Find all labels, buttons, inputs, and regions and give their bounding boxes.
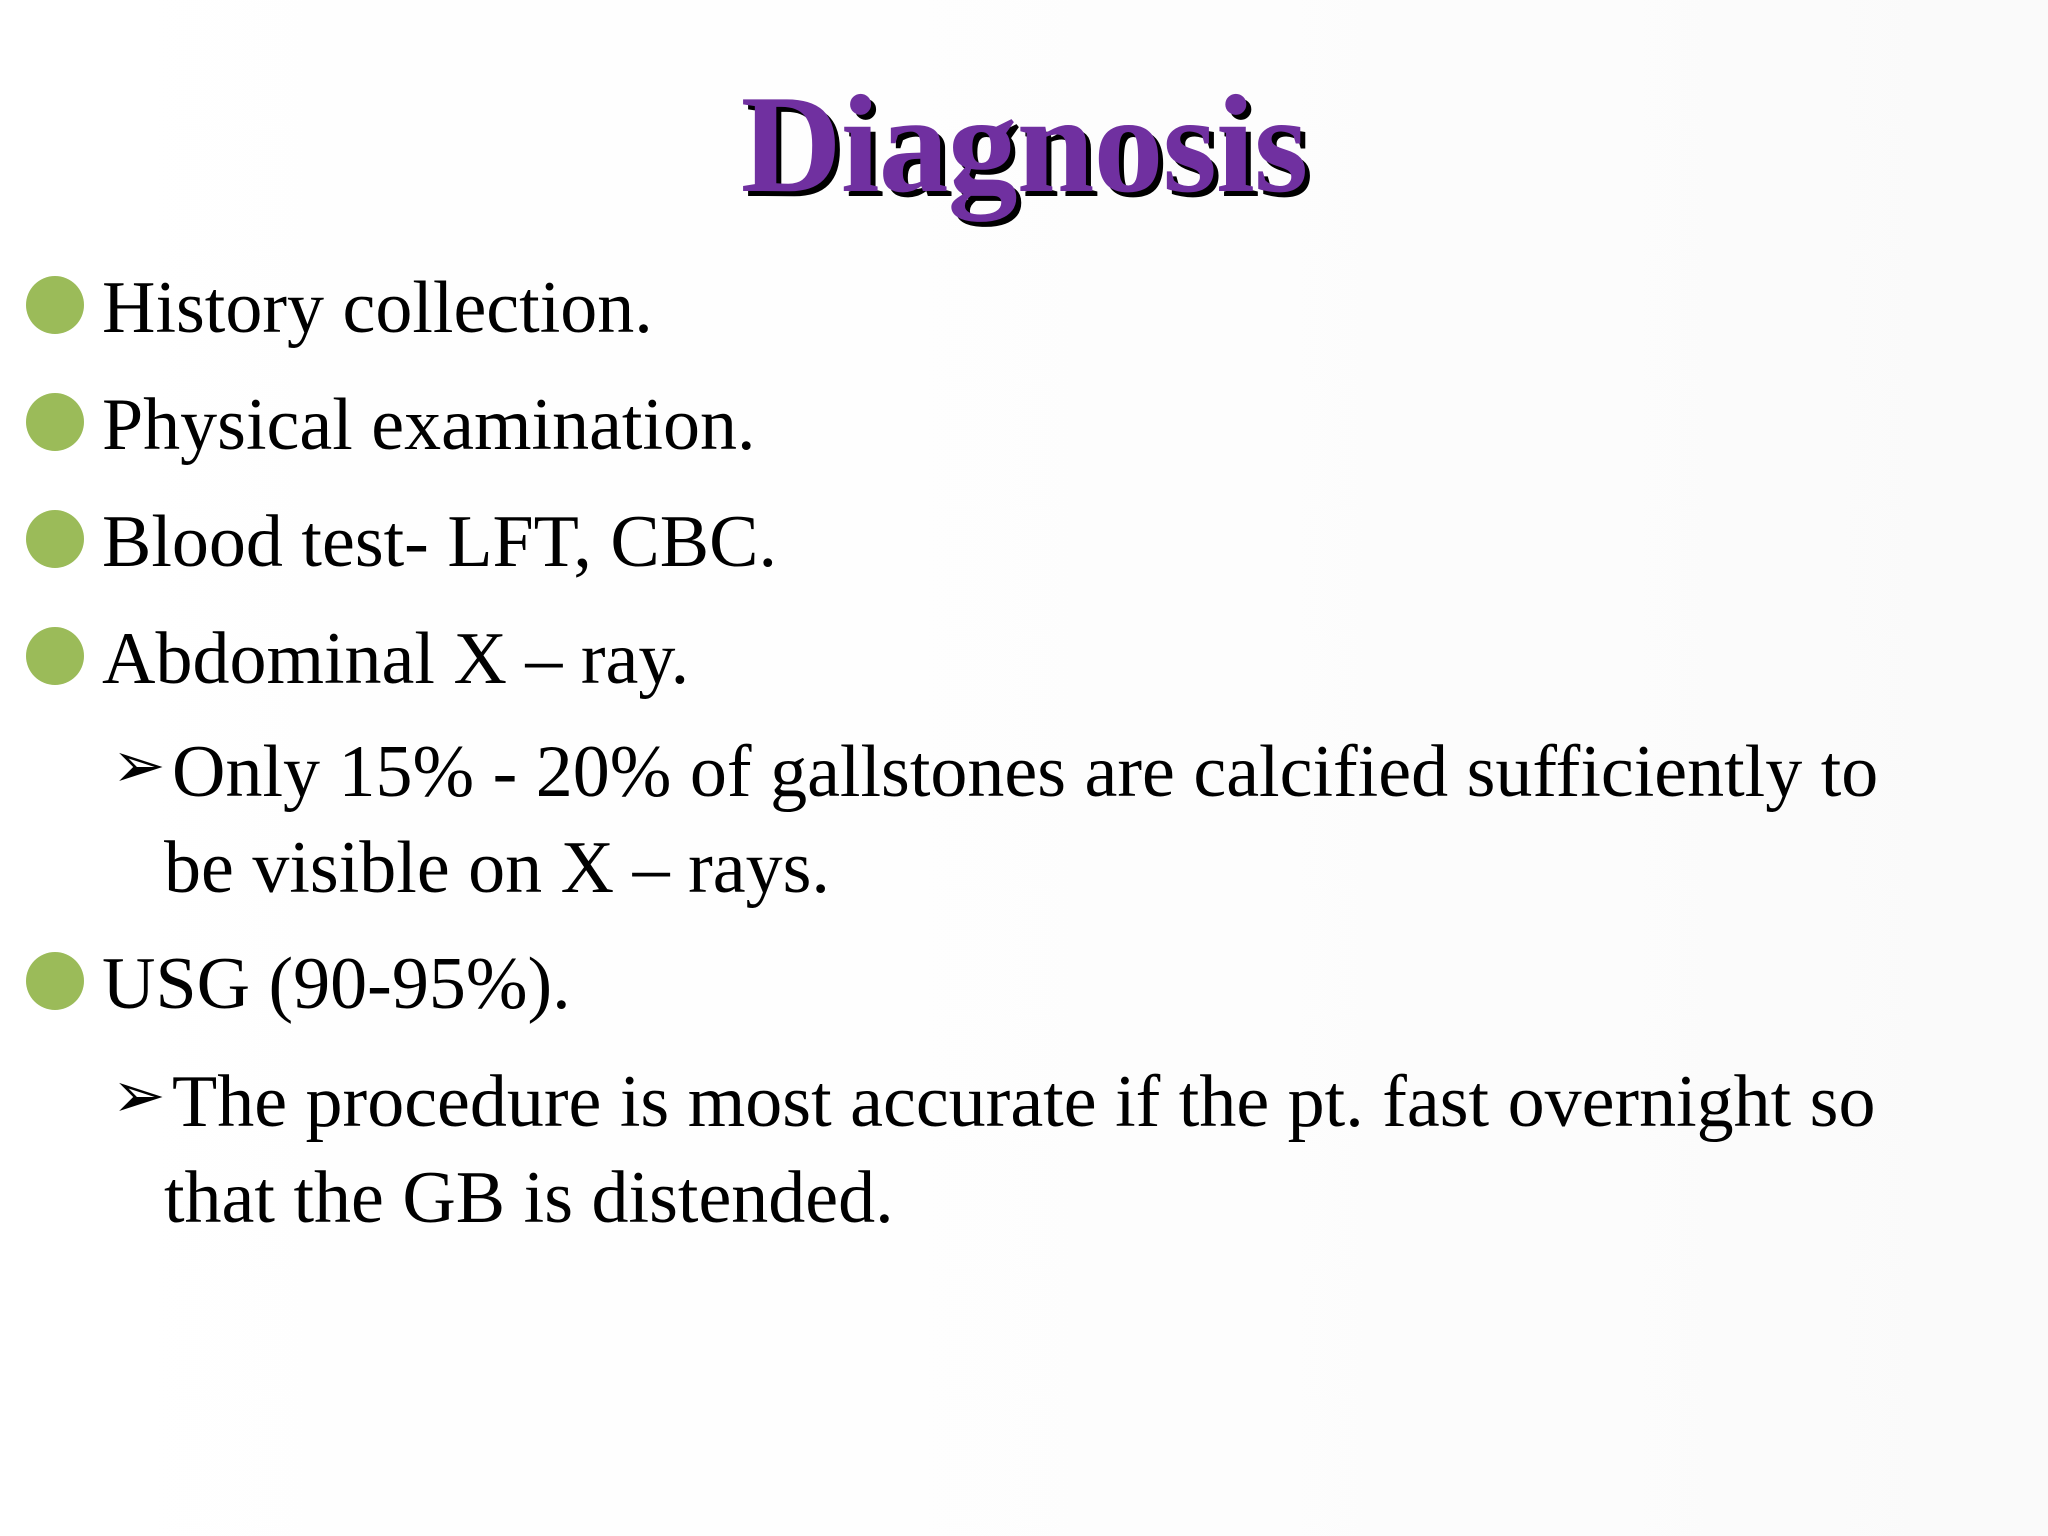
green-circle-bullet-icon — [26, 627, 84, 685]
bullet-item-history: History collection. — [102, 267, 653, 349]
bullet-item-blood-test: Blood test- LFT, CBC. — [102, 501, 777, 583]
arrowhead-bullet-icon: ➢ — [112, 730, 166, 801]
bullet-item-physical-exam: Physical examination. — [102, 384, 756, 466]
sub-item-xray-line1: Only 15% - 20% of gallstones are calcified sufficiently to — [172, 731, 1879, 813]
green-circle-bullet-icon — [26, 510, 84, 568]
green-circle-bullet-icon — [26, 276, 84, 334]
sub-item-usg-line1: The procedure is most accurate if the pt. fast overnight so — [172, 1061, 1876, 1143]
sub-item-xray-line2: be visible on X – rays. — [164, 827, 830, 909]
slide-title: Diagnosis — [740, 67, 1308, 222]
green-circle-bullet-icon — [26, 952, 84, 1010]
bullet-item-usg: USG (90-95%). — [102, 943, 571, 1025]
bullet-item-abdominal-xray: Abdominal X – ray. — [102, 618, 690, 700]
sub-item-usg-line2: that the GB is distended. — [164, 1157, 894, 1239]
green-circle-bullet-icon — [26, 393, 84, 451]
arrowhead-bullet-icon: ➢ — [112, 1060, 166, 1131]
